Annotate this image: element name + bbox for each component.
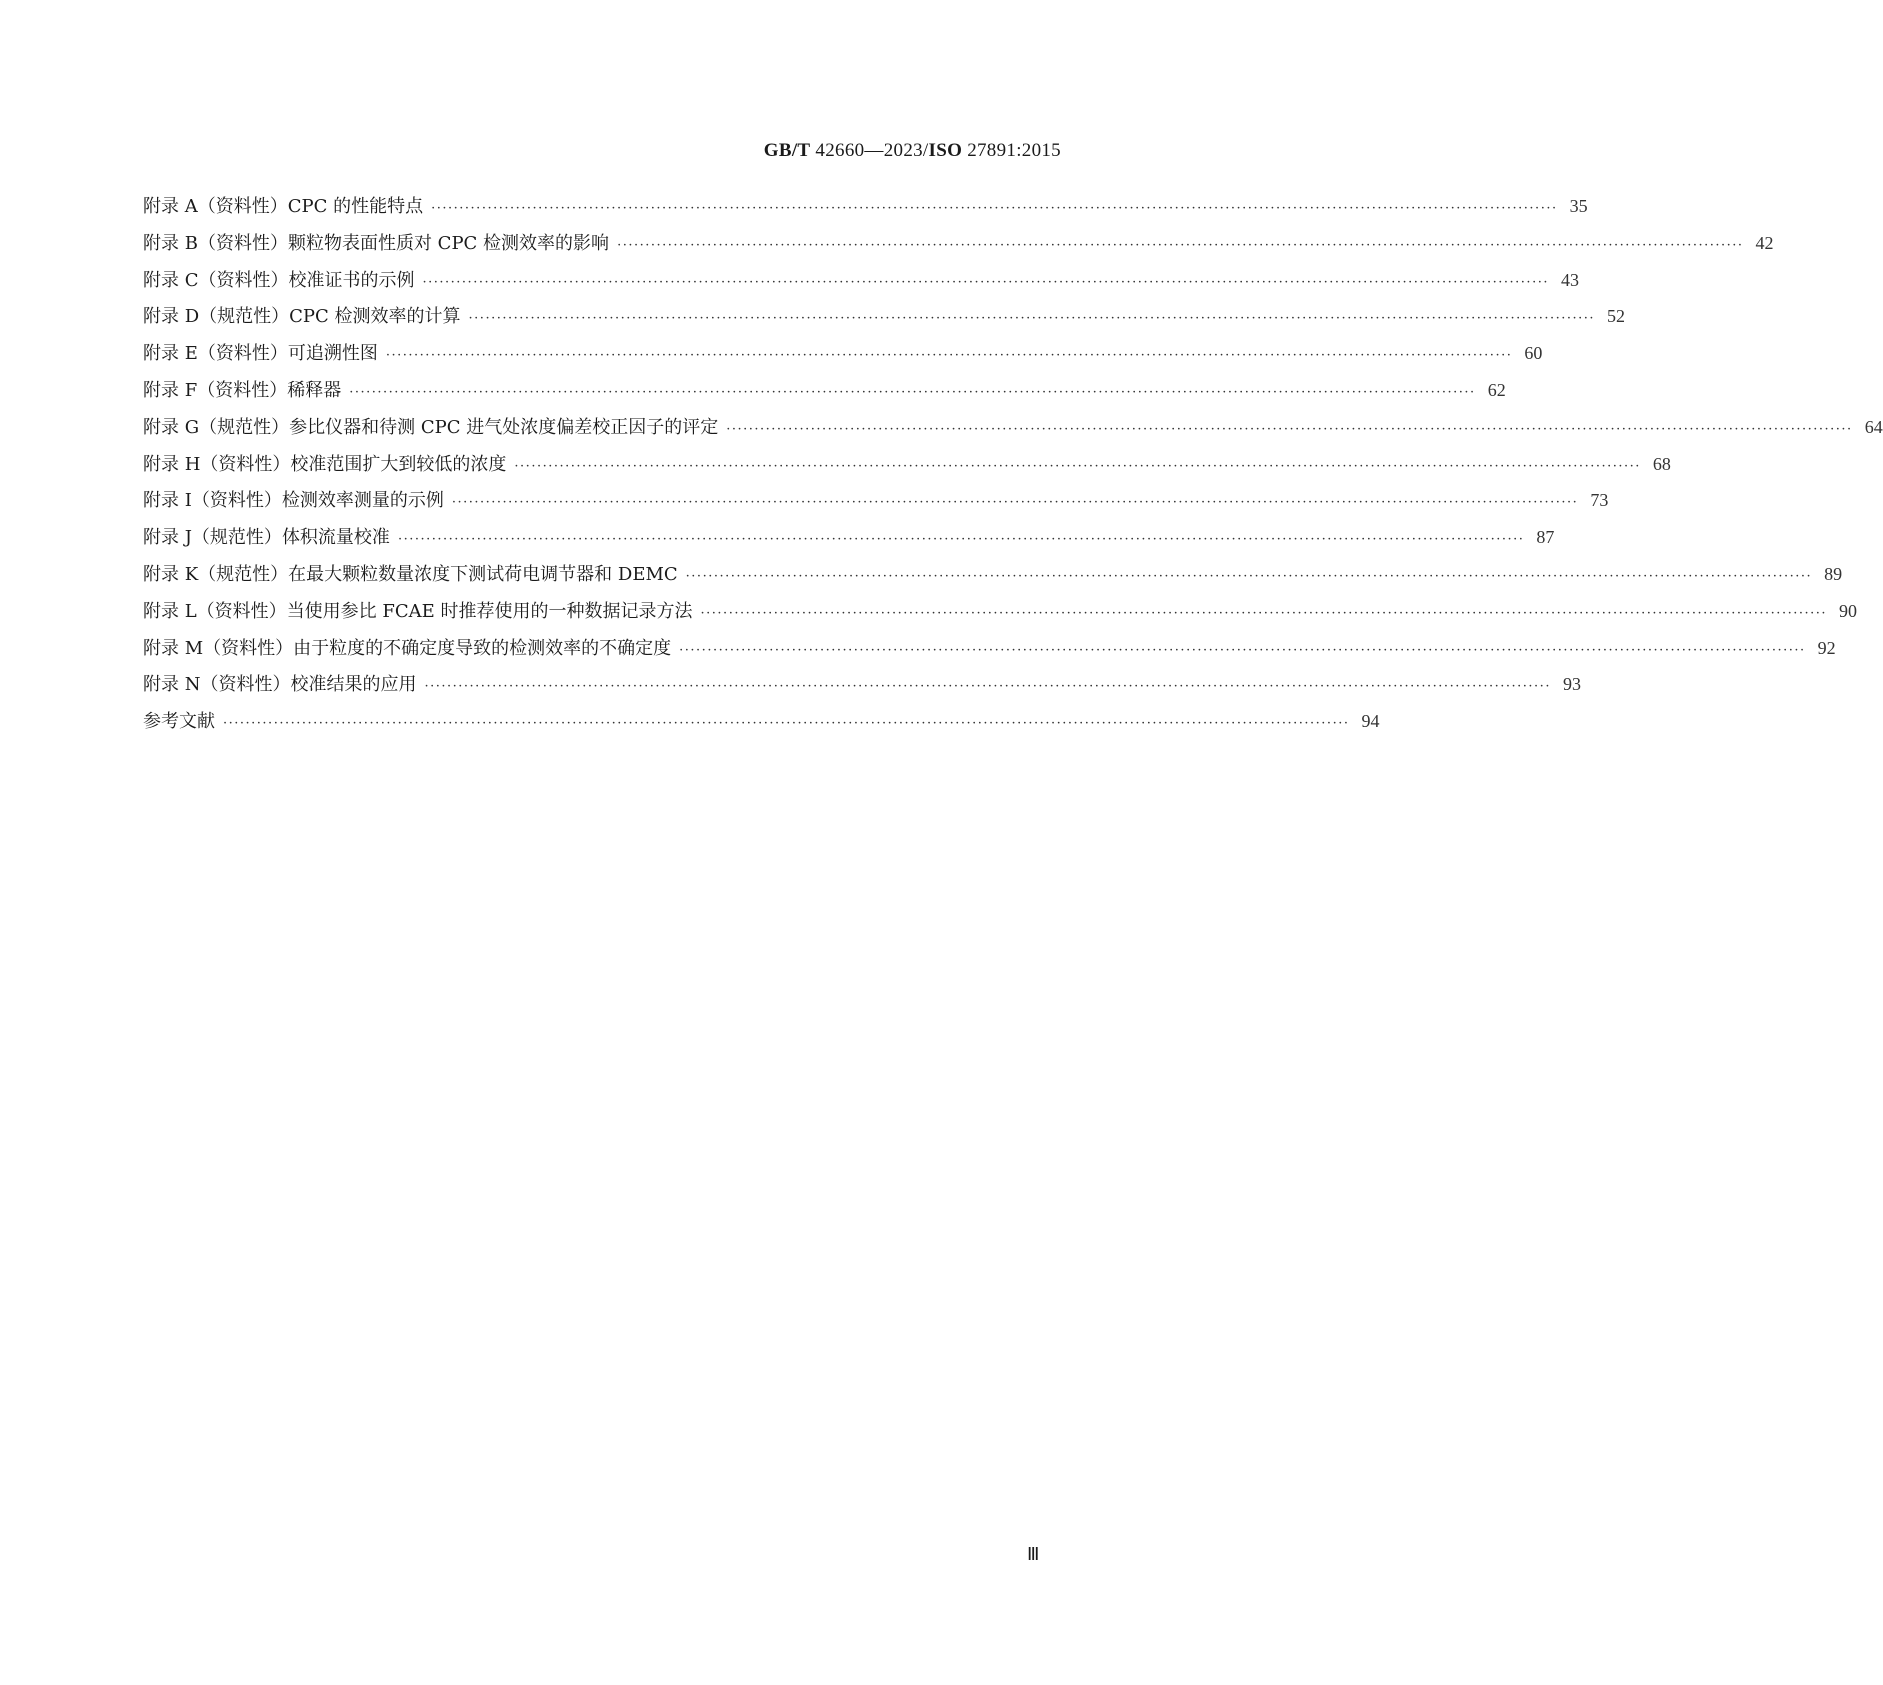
iso-number: 27891:2015 <box>962 140 1061 161</box>
toc-entry-title: 由于粒度的不确定度导致的检测效率的不确定度 <box>293 637 672 659</box>
toc-entry[interactable] <box>143 707 1380 744</box>
toc-entry-page: 92 <box>1817 637 1836 658</box>
toc-entry-title: 当使用参比 FCAE 时推荐使用的一种数据记录方法 <box>286 600 693 622</box>
toc-entry-title: 参比仪器和待测 CPC 进气处浓度偏差校正因子的评定 <box>289 416 719 438</box>
toc-entry-page: 93 <box>1562 674 1581 695</box>
toc-entry-page: 94 <box>1361 711 1380 732</box>
toc-entry-page: 68 <box>1652 453 1671 474</box>
toc-entry-page: 43 <box>1560 269 1579 290</box>
toc-entry-page: 60 <box>1524 343 1543 364</box>
toc-leader-dots: ········································································································································································································ <box>385 348 1513 364</box>
toc-entry-title: 校准范围扩大到较低的浓度 <box>290 453 507 475</box>
toc-entry-page: 90 <box>1839 600 1857 621</box>
toc-entry[interactable] <box>143 339 1543 376</box>
toc-entry-title: 稀释器 <box>287 379 342 401</box>
toc-entry-label: 附录 G（规范性） <box>143 416 290 438</box>
document-header <box>764 140 1061 162</box>
toc-entry-label: 附录 L（资料性） <box>143 600 287 622</box>
toc-entry-title: 体积流量校准 <box>281 527 390 549</box>
toc-entry[interactable] <box>143 597 1857 634</box>
toc-entry-label: 附录 M（资料性） <box>143 637 294 659</box>
toc-entry-title: 校准结果的应用 <box>290 674 417 696</box>
table-of-contents <box>143 192 1883 744</box>
toc-leader-dots: ········································································································································································································ <box>617 237 1744 253</box>
toc-entry-title: CPC 的性能特点 <box>287 196 424 217</box>
toc-entry[interactable] <box>143 413 1883 450</box>
toc-leader-dots: ········································································································································································································ <box>451 495 1579 511</box>
toc-entry[interactable] <box>143 302 1626 339</box>
toc-entry[interactable] <box>143 634 1836 671</box>
toc-entry-label: 附录 F（资料性） <box>143 379 288 401</box>
page-number: Ⅲ <box>1027 1544 1040 1564</box>
toc-entry-page: 35 <box>1569 196 1588 216</box>
toc-leader-dots: ········································································································································································································ <box>700 605 1827 621</box>
standard-number: 42660—2023/ <box>810 140 929 161</box>
toc-entry-title: 检测效率测量的示例 <box>281 490 444 512</box>
toc-entry-page: 64 <box>1864 416 1883 437</box>
toc-leader-dots: ········································································································································································································ <box>685 568 1813 584</box>
toc-leader-dots: ········································································································································································································ <box>726 421 1853 437</box>
toc-entry-page: 87 <box>1536 527 1555 548</box>
toc-leader-dots: ········································································································································································································ <box>514 458 1641 474</box>
toc-leader-dots: ········································································································································································································ <box>468 311 1596 327</box>
toc-entry-page: 62 <box>1487 379 1506 400</box>
toc-entry-label: 附录 E（资料性） <box>143 343 288 365</box>
toc-leader-dots: ········································································································································································································ <box>424 679 1551 695</box>
toc-leader-dots: ········································································································································································································ <box>397 532 1525 548</box>
toc-entry[interactable] <box>143 192 1588 229</box>
toc-leader-dots: ········································································································································································································ <box>223 716 1350 732</box>
toc-entry-label: 附录 K（规范性） <box>143 563 289 585</box>
toc-entry[interactable] <box>143 266 1579 303</box>
toc-entry-title: 可追溯性图 <box>287 343 378 365</box>
toc-entry-label: 附录 J（规范性） <box>143 527 282 549</box>
toc-entry-label: 参考文献 <box>143 711 215 733</box>
toc-entry-title: 校准证书的示例 <box>288 269 415 291</box>
toc-leader-dots: ········································································································································································································ <box>431 201 1558 216</box>
toc-entry[interactable] <box>143 670 1581 707</box>
toc-entry-page: 73 <box>1590 490 1609 511</box>
toc-entry-title: 颗粒物表面性质对 CPC 检测效率的影响 <box>287 232 610 254</box>
toc-entry-label: 附录 H（资料性） <box>143 453 291 475</box>
toc-entry[interactable] <box>143 229 1774 266</box>
toc-entry-label: 附录 I（资料性） <box>143 490 282 512</box>
toc-entry-page: 52 <box>1607 306 1626 327</box>
toc-entry-label: 附录 B（资料性） <box>143 232 288 254</box>
standard-prefix: GB/T <box>763 140 811 161</box>
toc-entry[interactable] <box>143 486 1609 523</box>
toc-leader-dots: ········································································································································································································ <box>349 384 1476 400</box>
toc-leader-dots: ········································································································································································································ <box>679 642 1806 658</box>
toc-entry[interactable] <box>143 523 1555 560</box>
toc-leader-dots: ········································································································································································································ <box>422 274 1549 290</box>
toc-entry[interactable] <box>143 450 1671 487</box>
toc-entry-label: 附录 D（规范性） <box>143 306 290 328</box>
toc-entry-label: 附录 N（资料性） <box>143 674 291 696</box>
toc-entry-title: 在最大颗粒数量浓度下测试荷电调节器和 DEMC <box>288 563 678 585</box>
iso-prefix: ISO <box>928 140 963 161</box>
toc-entry[interactable] <box>143 560 1843 597</box>
toc-entry[interactable] <box>143 376 1506 413</box>
toc-entry-page: 89 <box>1824 563 1843 584</box>
toc-entry-page: 42 <box>1755 232 1774 253</box>
toc-entry-title: CPC 检测效率的计算 <box>289 306 461 328</box>
toc-entry-label: 附录 C（资料性） <box>143 269 289 291</box>
toc-entry-label: 附录 A（资料性） <box>143 196 288 217</box>
